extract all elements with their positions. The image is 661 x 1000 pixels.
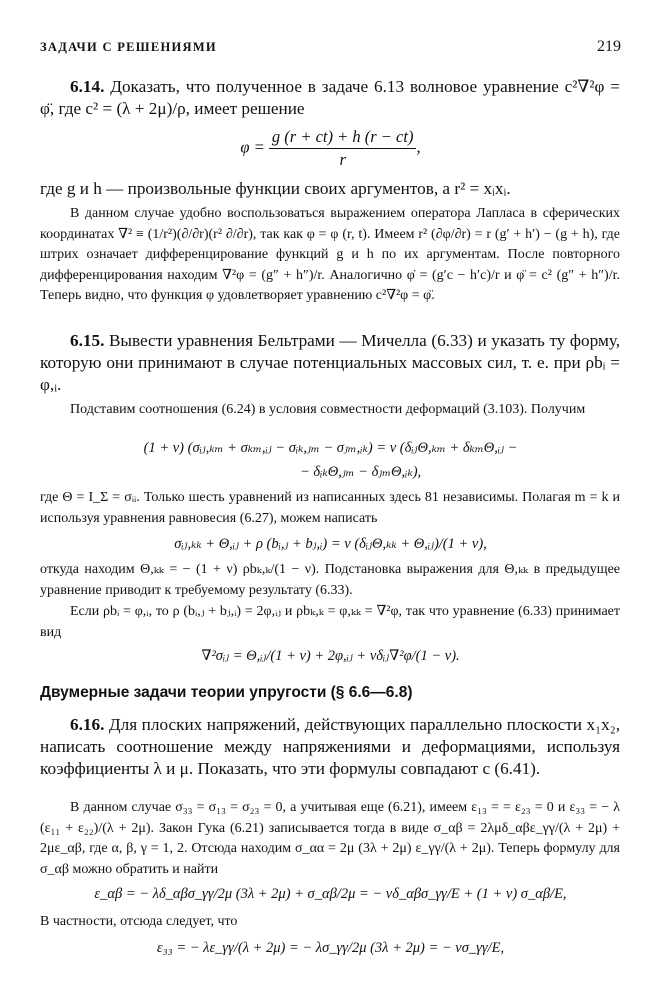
- compatibility-equation-line-1: (1 + ν) (σᵢⱼ,ₖₘ + σₖₘ,ᵢⱼ − σᵢₖ,ⱼₘ − σⱼₘ,ᵢₖ) = ν (δᵢⱼΘ,ₖₘ + δₖₘΘ,ᵢⱼ −: [143, 440, 518, 456]
- problem-6-14-statement: 6.14. Доказать, что полученное в задаче 6.13 волновое уравнение c²∇²φ = φ̈, где c² = (λ + 2μ)/ρ, имеет решение: [40, 77, 620, 118]
- strain-stress-equation: ε_αβ = − λδ_αβσ_γγ/2μ (3λ + 2μ) + σ_αβ/2μ = − νδ_αβσ_γγ/E + (1 + ν) σ_αβ/E,: [94, 886, 567, 902]
- equation-fraction: $\frac{g (r + ct) + h (r - ct)}{r}$: [269, 126, 417, 171]
- section-title: Двумерные задачи теории упругости (§ 6.6—6.8): [40, 684, 413, 701]
- problem-6-15-statement: 6.15. Вывести уравнения Бельтрами — Мичелла (6.33) и указать ту форму, которую они принимают в случае потенциальных массовых сил, т. е. при ρbᵢ = φ,ᵢ.: [40, 331, 621, 394]
- epsilon-33-equation: ε₃₃ = − λε_γγ/(λ + 2μ) = − λσ_γγ/2μ (3λ + 2μ) = − νσ_γγ/E,: [156, 940, 505, 956]
- compatibility-equation-line-2: − δᵢₖΘ,ⱼₘ − δⱼₘΘ,ᵢₖ),: [300, 464, 422, 480]
- problem-6-16-statement: 6.16. Для плоских напряжений, действующих параллельно плоскости x₁x₂, написать соотношение между напряжениями и деформациями, используя коэффициенты λ и μ. Показать, что эти формулы совпадают с (6.41).: [40, 715, 620, 778]
- problem-6-15-text-4: Если ρbᵢ = φ,ᵢ, то ρ (bᵢ,ⱼ + bⱼ,ᵢ) = 2φ,ᵢⱼ и ρbₖ,ₖ = φ,ₖₖ = ∇²φ, так что уравнение (6.33) принимает вид: [40, 604, 620, 640]
- problem-6-15-text-2: где Θ = I_Σ = σᵢᵢ. Только шесть уравнений из написанных здесь 81 независимы. Полагая m = k и используя уравнения равновесия (6.27), можем написать: [40, 490, 620, 526]
- equation-phi-solution: φ = $\frac{g (r + ct) + h (r - ct)}{r}$ ,: [240, 127, 421, 169]
- problem-6-16-text-2: В частности, отсюда следует, что: [40, 914, 238, 929]
- problem-6-14-after-equation: где g и h — произвольные функции своих аргументов, а r² = xᵢxᵢ.: [40, 179, 511, 198]
- page-header: [40, 38, 621, 60]
- page-number: 219: [597, 38, 621, 55]
- beltrami-michell-equation: ∇²σᵢⱼ = Θ,ᵢⱼ/(1 + ν) + 2φ,ᵢⱼ + νδᵢⱼ∇²φ/(1 − ν).: [201, 648, 460, 664]
- problem-6-14-solution: В данном случае удобно воспользоваться выражением оператора Лапласа в сферических координатах ∇² ≡ (1/r²)(∂/∂r)(r² ∂/∂r), так как φ = φ (r, t). Имеем r² (∂φ/∂r) = r (g′ + h′) − (g + h), где штрих означает дифференцирование функций g и h по их аргументам. После повторного дифференцирования находим ∇²φ = (g″ + h″)/r. Аналогично φ̇ = (g′c − h′c)/r и φ̈ = c² (g″ + h″)/r. Теперь видно, что функция φ удовлетворяет уравнению c²∇²φ = φ̈.: [40, 206, 620, 303]
- problem-6-15-solution-intro: Подставим соотношения (6.24) в условия совместности деформаций (3.103). Получим: [70, 402, 586, 417]
- running-head: ЗАДАЧИ С РЕШЕНИЯМИ: [40, 40, 217, 54]
- problem-6-15-text-3: откуда находим Θ,ₖₖ = − (1 + ν) ρbₖ,ₖ/(1 − ν). Подстановка выражения для Θ,ₖₖ в предыдущее уравнение приводит к требуемому результату (6.33).: [40, 562, 620, 598]
- problem-number: 6.16.: [70, 715, 105, 734]
- equilibrium-equation: σᵢⱼ,ₖₖ + Θ,ᵢⱼ + ρ (bᵢ,ⱼ + bⱼ,ᵢ) = ν (δᵢⱼΘ,ₖₖ + Θ,ᵢⱼ)/(1 + ν),: [174, 536, 487, 552]
- problem-number: 6.14.: [70, 77, 105, 96]
- problem-number: 6.15.: [70, 331, 105, 350]
- problem-6-16-solution: В данном случае σ₃₃ = σ₁₃ = σ₂₃ = 0, а учитывая еще (6.21), имеем ε₁₃ = = ε₂₃ = 0 и ε₃₃ = − λ (ε₁₁ + ε₂₂)/(λ + 2μ). Закон Гука (6.21) записывается тогда в виде σ_αβ = 2λμδ_αβε_γγ/(λ + 2μ) + 2με_αβ, где α, β, γ = 1, 2. Отсюда находим σ_αα = 2μ (3λ + 2μ) ε_γγ/(λ + 2μ). Теперь формулу для σ_αβ можно обратить и найти: [40, 800, 620, 877]
